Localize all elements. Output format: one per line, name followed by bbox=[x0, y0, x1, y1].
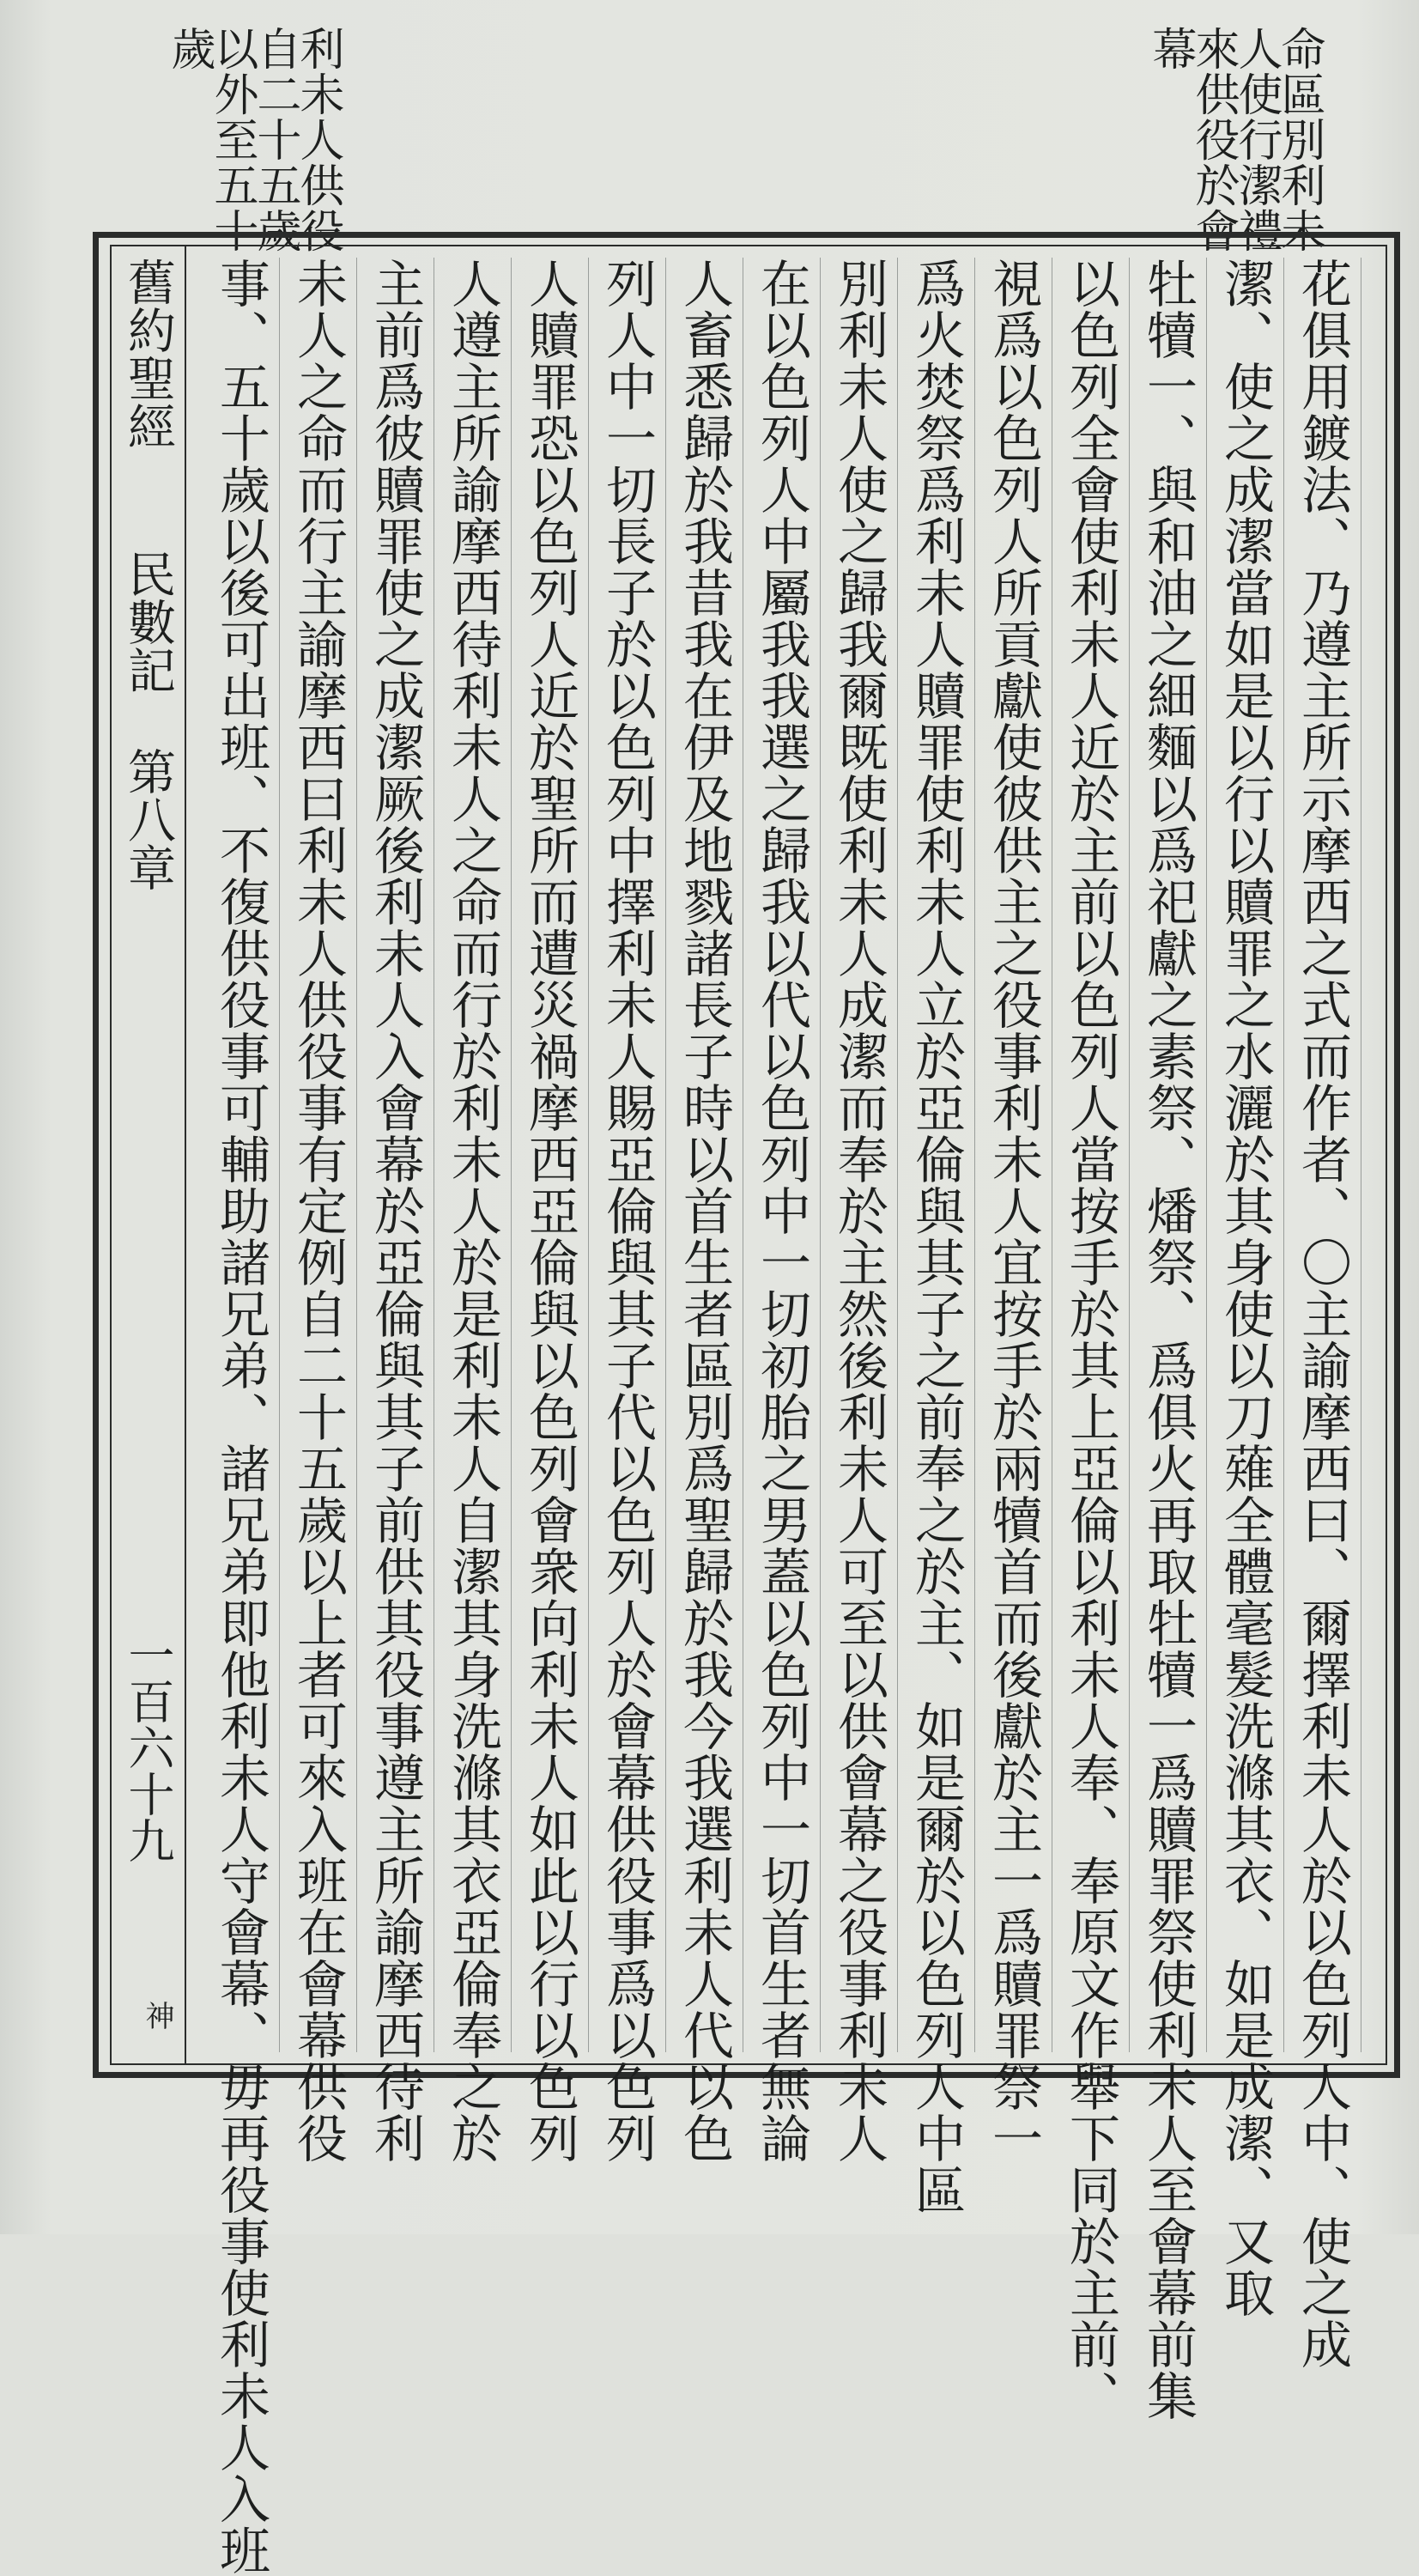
body-line: 人遵主所諭摩西待利未人之命而行於利未人於是利未人自潔其身洗滌其衣亞倫奉之於 bbox=[443, 258, 502, 2164]
body-line: 未人之命而行主諭摩西曰利未人供役事有定例自二十五歲以上者可來入班在會幕供役 bbox=[288, 258, 348, 2164]
headnote-line: 人使行潔禮 bbox=[1230, 26, 1282, 253]
body-line: 主前爲彼贖罪使之成潔厥後利未人入會幕於亞倫與其子前供其役事遵主所諭摩西待利 bbox=[366, 258, 425, 2164]
book-title: 舊約聖經 bbox=[120, 258, 176, 450]
body-line: 爲火焚祭爲利未人贖罪使利未人立於亞倫與其子之前奉之於主、如是爾於以色列人中區 bbox=[907, 258, 966, 2215]
body-line: 別利未人使之歸我爾既使利未人成潔而奉於主然後利未人可至以供會幕之役事利未人 bbox=[829, 258, 888, 2164]
body-line: 牡犢一、與和油之細麵以爲祀獻之素祭、燔祭、爲俱火再取牡犢一爲贖罪祭使利未人至會幕前集 bbox=[1138, 258, 1198, 2421]
chapter-number: 第八章 bbox=[120, 747, 176, 891]
body-line: 人贖罪恐以色列人近於聖所而遭災禍摩西亞倫與以色列會衆向利未人如此以行以色列 bbox=[520, 258, 579, 2164]
headnote-line: 幕 bbox=[1144, 26, 1196, 71]
publisher-mark: 神 bbox=[140, 2001, 174, 2030]
page-number: 一百六十九 bbox=[121, 1631, 175, 1863]
chapter-title: 民數記 bbox=[120, 550, 176, 694]
headnote-line: 來供役於會 bbox=[1187, 26, 1239, 253]
headnote-line: 利未人供役 bbox=[292, 26, 343, 253]
headnote-line: 以外至五十 bbox=[206, 26, 258, 253]
body-line: 視爲以色列人所貢獻使彼供主之役事利未人宜按手於兩犢首而後獻於主一爲贖罪祭一 bbox=[984, 258, 1043, 2164]
body-line: 事、五十歲以後可出班、不復供役事可輔助諸兄弟、諸兄弟即他利未人守會幕、毋再役事使利未人入班 bbox=[211, 258, 270, 2576]
headnote-line: 命區別利未 bbox=[1273, 26, 1325, 253]
headnote-line: 歲 bbox=[163, 26, 215, 71]
body-line: 以色列全會使利未人近於主前以色列人當按手於其上亞倫以利未人奉、奉原文作舉下同於主前、 bbox=[1061, 258, 1120, 2421]
headnote-line: 自二十五歲 bbox=[249, 26, 300, 253]
body-line: 潔、使之成潔當如是以行以贖罪之水灑於其身使以刀薙全體毫髮洗滌其衣、如是成潔、又取 bbox=[1216, 258, 1275, 2318]
body-line: 在以色列人中屬我我選之歸我以代以色列中一切初胎之男蓋以色列中一切首生者無論 bbox=[752, 258, 811, 2164]
body-line: 花俱用鍍法、乃遵主所示摩西之式而作者、〇主諭摩西曰、爾擇利未人於以色列人中、使之成 bbox=[1293, 258, 1352, 2370]
body-line: 列人中一切長子於以色列中擇利未人賜亞倫與其子代以色列人於會幕供役事爲以色列 bbox=[597, 258, 657, 2164]
margin-divider bbox=[185, 245, 186, 2065]
body-line: 人畜悉歸於我昔我在伊及地戮諸長子時以首生者區別爲聖歸於我今我選利未人代以色 bbox=[675, 258, 734, 2164]
